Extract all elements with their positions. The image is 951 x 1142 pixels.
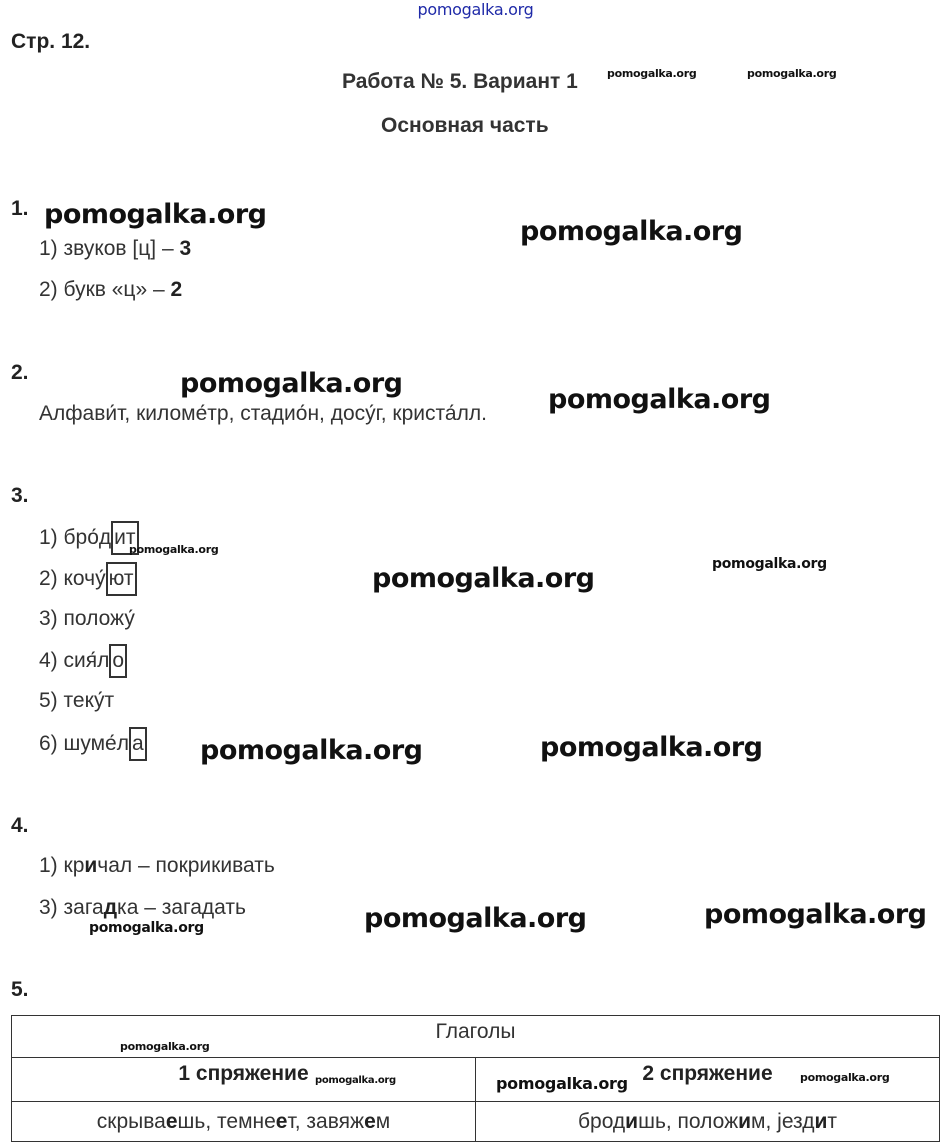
watermark: pomogalka.org (496, 1074, 628, 1093)
task-number: 2. (11, 361, 29, 384)
answer-text: чал – покрикивать (97, 854, 275, 877)
ending-box: ит (111, 521, 138, 555)
answer-text: 2) кочу́ (39, 567, 106, 590)
highlight-letter: е (275, 1109, 288, 1133)
task-number: 4. (11, 814, 29, 837)
page-subtitle: Основная часть (381, 114, 549, 137)
table-cell (476, 1102, 940, 1142)
task-number: 1. (11, 197, 29, 220)
watermark: pomogalka.org (120, 1040, 210, 1053)
site-url-link[interactable]: pomogalka.org (417, 0, 534, 19)
cell-text: м, језд (751, 1109, 815, 1133)
cell-text: т, завяж (287, 1109, 365, 1133)
answer-line (39, 731, 147, 761)
column-header: 2 спряжение (642, 1062, 773, 1085)
watermark: pomogalka.org (372, 563, 595, 594)
highlight-letter: и (814, 1109, 828, 1133)
task-number: 5. (11, 978, 29, 1001)
ending-box: о (109, 644, 127, 678)
answer-line: Алфави́т, киломе́тр, стадио́н, досу́г, криста́лл. (39, 402, 487, 425)
watermark: pomogalka.org (800, 1071, 890, 1084)
answer-text: 4) сия́л (39, 649, 110, 672)
table-row (12, 1102, 940, 1142)
answer-line: 3) положу́ (39, 607, 135, 630)
answer-value: 2 (170, 278, 183, 301)
highlight-letter: и (84, 854, 98, 877)
answer-text: 6) шуме́л (39, 732, 129, 755)
answer-line (39, 648, 127, 678)
cell-text: шь, темне (177, 1109, 276, 1133)
watermark: pomogalka.org (200, 735, 423, 766)
cell-text: т (827, 1109, 838, 1133)
answer-text: 3) зага (39, 896, 104, 919)
cell-text: скрыва (96, 1109, 166, 1133)
highlight-letter: д (103, 896, 118, 919)
watermark: pomogalka.org (747, 67, 837, 80)
cell-text: шь, полож (638, 1109, 739, 1133)
cell-text: брод (577, 1109, 626, 1133)
page-title: Работа № 5. Вариант 1 (342, 70, 578, 93)
highlight-letter: е (364, 1109, 376, 1133)
table-header-cell (12, 1058, 476, 1102)
answer-text: 1) бро́д (39, 526, 112, 549)
ending-box: а (129, 727, 147, 761)
answer-value: 3 (179, 237, 192, 260)
answer-line (39, 566, 137, 596)
watermark: pomogalka.org (520, 216, 743, 247)
ending-box: ют (106, 562, 137, 596)
answer-line (39, 854, 275, 878)
watermark: pomogalka.org (364, 903, 587, 934)
answer-text: ка – загадать (117, 896, 246, 919)
watermark: pomogalka.org (704, 899, 927, 930)
watermark: pomogalka.org (129, 543, 219, 556)
watermark: pomogalka.org (712, 556, 827, 572)
watermark: pomogalka.org (180, 368, 403, 399)
answer-text: 1) звуков [ц] – (39, 237, 180, 260)
watermark: pomogalka.org (44, 199, 267, 230)
highlight-letter: и (625, 1109, 639, 1133)
answer-line (39, 525, 139, 555)
table-cell (12, 1102, 476, 1142)
watermark: pomogalka.org (548, 384, 771, 415)
page-label: Стр. 12. (11, 30, 91, 53)
table-title: Глаголы (435, 1020, 516, 1043)
task-number: 3. (11, 484, 29, 507)
watermark: pomogalka.org (89, 920, 204, 936)
answer-line (39, 237, 191, 261)
highlight-letter: и (738, 1109, 752, 1133)
watermark: pomogalka.org (607, 67, 697, 80)
watermark: pomogalka.org (315, 1075, 396, 1086)
answer-line: 5) теку́т (39, 689, 115, 712)
answer-line (39, 278, 182, 302)
watermark: pomogalka.org (540, 732, 763, 763)
answer-text: 1) кр (39, 854, 85, 877)
answer-text: 2) букв «ц» – (39, 278, 171, 301)
highlight-letter: е (165, 1109, 178, 1133)
cell-text: м (375, 1109, 391, 1133)
column-header: 1 спряжение (178, 1062, 309, 1085)
answer-line (39, 896, 246, 920)
